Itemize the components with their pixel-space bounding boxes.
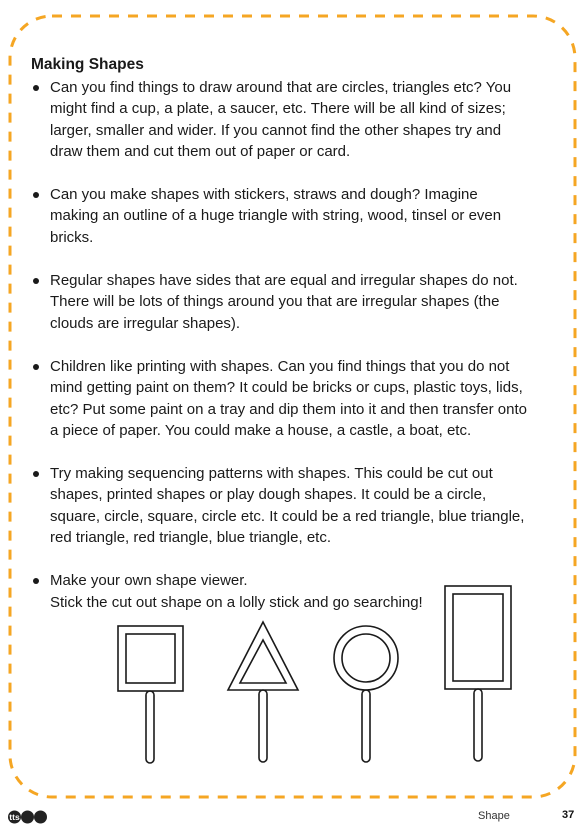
- rectangle-viewer: [445, 586, 511, 761]
- bullet-line: red triangle, red triangle, blue triangle, etc.: [50, 529, 331, 547]
- tts-logo: [8, 809, 48, 825]
- bullet-line: etc? Put some paint on a tray and dip them into it and then transfer onto: [50, 400, 527, 418]
- bullet-line: shapes, printed shapes or play dough shapes. It could be a circle,: [50, 486, 487, 504]
- bullet-line: Children like printing with shapes. Can you find things that you do not: [50, 357, 510, 375]
- bullet-line: making an outline of a huge triangle with string, wood, tinsel or even: [50, 207, 502, 225]
- bullet-line: Can you make shapes with stickers, straws and dough? Imagine: [50, 186, 478, 204]
- square-viewer: [118, 626, 183, 763]
- triangle-viewer: [228, 622, 298, 762]
- circle-viewer: [334, 626, 398, 762]
- footer-section-label: Shape: [478, 810, 510, 822]
- bullet-line: Make your own shape viewer.: [50, 572, 248, 590]
- bullet-line: larger, smaller and wider. If you cannot find the other shapes try and: [50, 121, 502, 139]
- bullet-line: Can you find things to draw around that are circles, triangles etc? You: [50, 79, 512, 96]
- bullet-line: Try making sequencing patterns with shapes. This could be cut out: [50, 465, 493, 483]
- bullet-line: Regular shapes have sides that are equal and irregular shapes do not.: [50, 272, 518, 290]
- logo-letter: tts: [9, 812, 20, 822]
- bullet-line: There will be lots of things around you that are irregular shapes (the: [50, 293, 500, 311]
- bullet-line: draw them and cut them out of paper or card.: [50, 142, 351, 160]
- bullet-line: bricks.: [50, 228, 94, 246]
- page-heading: Making Shapes: [31, 56, 144, 73]
- page-number: 37: [562, 809, 575, 821]
- bullet-line: might find a cup, a plate, a saucer, etc. There will be all kind of sizes;: [50, 100, 506, 118]
- bullet-line: clouds are irregular shapes).: [50, 314, 241, 332]
- bullet-line: Stick the cut out shape on a lolly stick and go searching!: [50, 593, 423, 611]
- bullet-line: square, circle, square, circle etc. It could be a red triangle, blue triangle,: [50, 507, 525, 525]
- bullet-line: a piece of paper. You could make a house, a castle, a boat, etc.: [50, 421, 472, 439]
- bullet-line: mind getting paint on them? It could be bricks or cups, plastic toys, lids,: [50, 379, 523, 397]
